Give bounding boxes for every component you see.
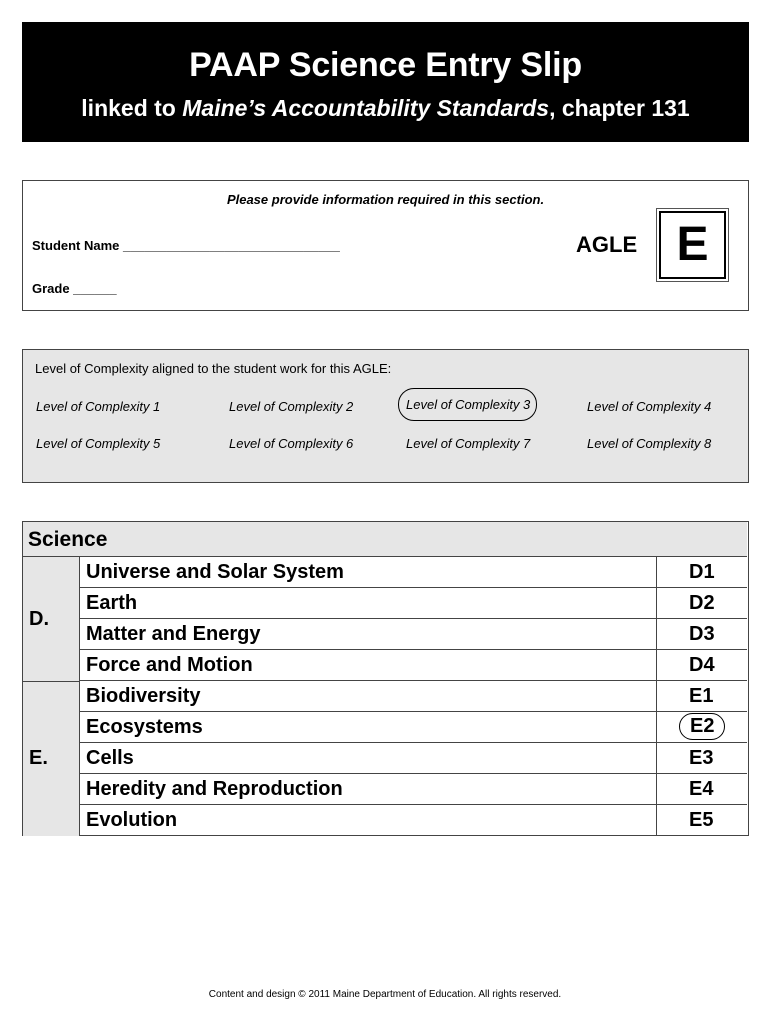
- agle-value-box: E: [659, 211, 726, 279]
- standard-code[interactable]: E5: [689, 809, 714, 831]
- table-row: [80, 743, 747, 774]
- page-title: PAAP Science Entry Slip: [189, 46, 582, 84]
- table-row: [80, 774, 747, 805]
- topic-label: Cells: [86, 747, 134, 769]
- standard-code[interactable]: E1: [689, 685, 714, 707]
- student-info-section: [22, 180, 749, 311]
- standard-code-selected[interactable]: E2: [679, 713, 725, 740]
- table-row: [80, 681, 747, 712]
- table-row: [80, 588, 747, 619]
- code-cell: [656, 712, 747, 742]
- standard-code[interactable]: D2: [689, 592, 715, 614]
- table-row: [80, 557, 747, 588]
- table-row: [80, 712, 747, 743]
- standard-code[interactable]: D4: [689, 654, 715, 676]
- code-cell: [656, 650, 747, 680]
- code-cell: [656, 619, 747, 649]
- complexity-title: Level of Complexity aligned to the student work for this AGLE:: [35, 361, 392, 376]
- topic-label: Universe and Solar System: [86, 561, 344, 583]
- group-label-e: E.: [23, 682, 80, 836]
- science-header: Science: [23, 522, 747, 557]
- code-cell: [656, 805, 747, 836]
- subtitle-italic: Maine’s Accountability Standards: [182, 95, 550, 121]
- code-cell: [656, 588, 747, 618]
- code-cell: [656, 743, 747, 773]
- table-row: [80, 650, 747, 681]
- topic-label: Matter and Energy: [86, 623, 261, 645]
- complexity-section: [22, 349, 749, 483]
- complexity-level-7[interactable]: Level of Complexity 7: [406, 436, 531, 451]
- group-label-d: D.: [23, 557, 80, 681]
- topic-label: Earth: [86, 592, 138, 614]
- topic-label: Evolution: [86, 809, 178, 831]
- agle-label: AGLE: [576, 232, 638, 257]
- subtitle-prefix: linked to: [81, 95, 183, 121]
- complexity-level-6[interactable]: Level of Complexity 6: [229, 436, 354, 451]
- complexity-level-4[interactable]: Level of Complexity 4: [587, 399, 712, 414]
- complexity-level-2[interactable]: Level of Complexity 2: [229, 399, 354, 414]
- standard-code[interactable]: E4: [689, 778, 714, 800]
- complexity-level-3-selected[interactable]: Level of Complexity 3: [398, 388, 537, 421]
- complexity-level-5[interactable]: Level of Complexity 5: [36, 436, 161, 451]
- page-subtitle: [22, 95, 749, 122]
- student-name-field[interactable]: Student Name ______________________________: [32, 238, 340, 253]
- topic-label: Biodiversity: [86, 685, 201, 707]
- standard-code[interactable]: D1: [689, 561, 715, 583]
- table-row: [80, 805, 747, 836]
- info-prompt: Please provide information required in this section.: [226, 192, 545, 207]
- table-row: [80, 619, 747, 650]
- topic-label: Force and Motion: [86, 654, 253, 676]
- complexity-level-8[interactable]: Level of Complexity 8: [587, 436, 712, 451]
- subtitle-suffix: , chapter 131: [549, 95, 690, 121]
- page-header: [22, 22, 749, 142]
- grade-field[interactable]: Grade ______: [32, 281, 117, 296]
- standard-code[interactable]: E3: [689, 747, 714, 769]
- copyright-footer: Content and design © 2011 Maine Department of Education. All rights reserved.: [208, 989, 562, 1000]
- science-table: [22, 521, 749, 836]
- code-cell: [656, 774, 747, 804]
- code-cell: [656, 557, 747, 587]
- standard-code[interactable]: D3: [689, 623, 715, 645]
- topic-label: Heredity and Reproduction: [86, 778, 343, 800]
- complexity-level-1[interactable]: Level of Complexity 1: [36, 399, 161, 414]
- topic-label: Ecosystems: [86, 716, 203, 738]
- code-cell: [656, 681, 747, 711]
